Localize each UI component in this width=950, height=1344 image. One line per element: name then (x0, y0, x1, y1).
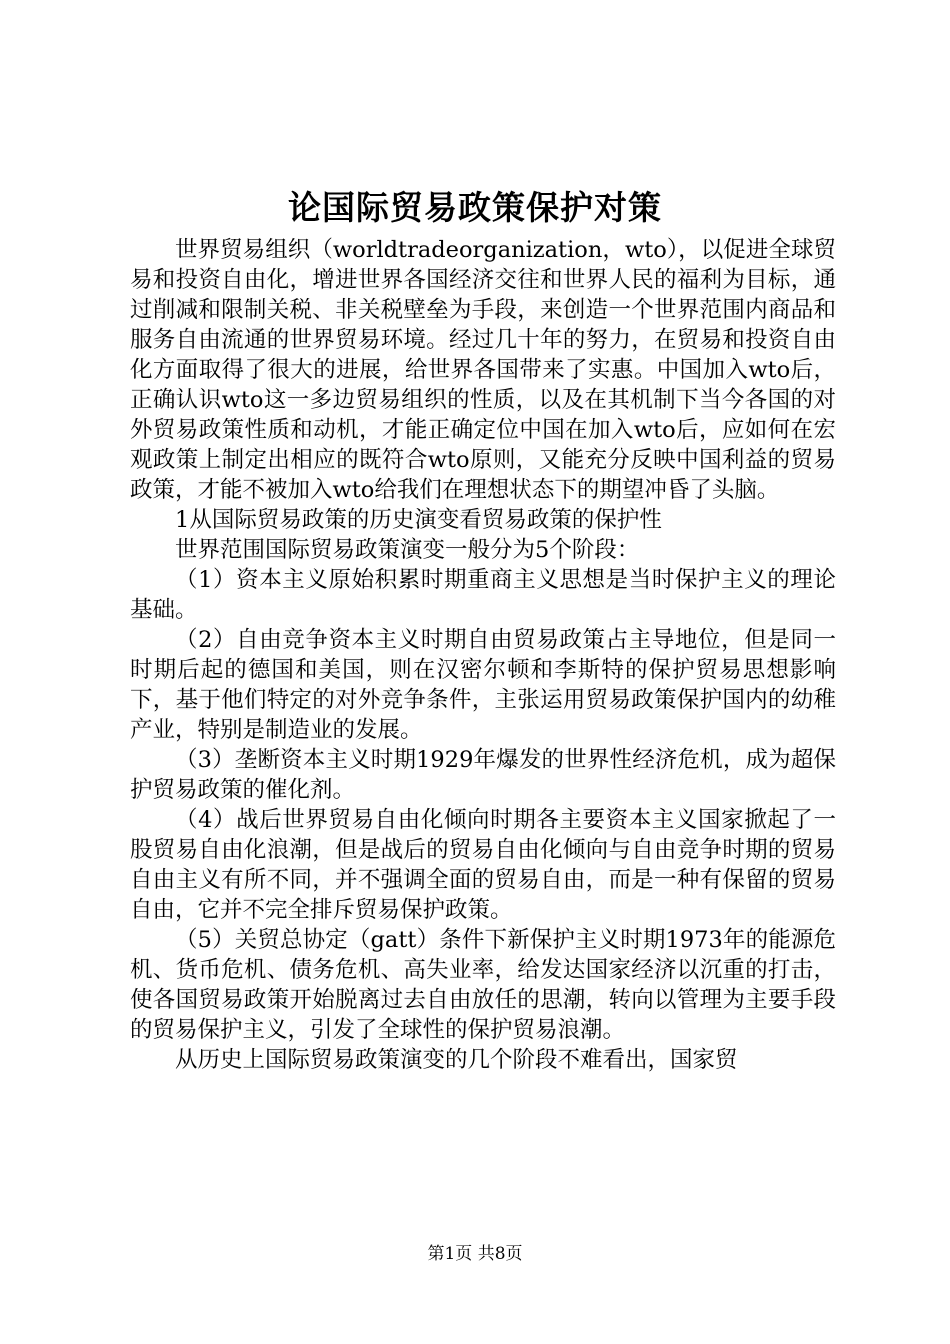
paragraph-intro: 世界贸易组织（worldtradeorganization，wto），以促进全球贸易和投资自由化，增进世界各国经济交往和世界人民的福利为目标，通过削减和限制关税、非关税壁垒为手段，来创造一个世界范围内商品和服务自由流通的世界贸易环境。经过几十年的努力，在贸易和投资自由化方面取得了很大的进展，给世界各国带来了实惠。中国加入wto后，正确认识wto这一多边贸易组织的性质，以及在其机制下当今各国的对外贸易政策性质和动机，才能正确定位中国在加入wto后，应如何在宏观政策上制定出相应的既符合wto原则，又能充分反映中国利益的贸易政策，才能不被加入wto给我们在理想状态下的期望冲昏了头脑。 (130, 237, 836, 503)
document-title: 论国际贸易政策保护对策 (288, 188, 662, 227)
paragraph-section-heading: 1从国际贸易政策的历史演变看贸易政策的保护性 (175, 507, 662, 533)
paragraph-stage-3: （3）垄断资本主义时期1929年爆发的世界性经济危机，成为超保护贸易政策的催化剂。 (130, 747, 836, 803)
paragraph-stage-5: （5）关贸总协定（gatt）条件下新保护主义时期1973年的能源危机、货币危机、债务危机、高失业率，给发达国家经济以沉重的打击，使各国贸易政策开始脱离过去自由放任的思潮，转向以管理为主要手段的贸易保护主义，引发了全球性的保护贸易浪潮。 (130, 927, 836, 1043)
paragraph-stages-intro: 世界范围国际贸易政策演变一般分为5个阶段： (175, 537, 640, 563)
page-footer: 第1页 共8页 (427, 1244, 523, 1264)
paragraph-conclusion: 从历史上国际贸易政策演变的几个阶段不难看出，国家贸 (175, 1047, 738, 1073)
paragraph-stage-1: （1）资本主义原始积累时期重商主义思想是当时保护主义的理论基础。 (130, 567, 836, 623)
paragraph-stage-4: （4）战后世界贸易自由化倾向时期各主要资本主义国家掀起了一股贸易自由化浪潮，但是战后的贸易自由化倾向与自由竞争时期的贸易自由主义有所不同，并不强调全面的贸易自由，而是一种有保留的贸易自由，它并不完全排斥贸易保护政策。 (130, 807, 836, 923)
document-body (130, 235, 836, 1075)
paragraph-stage-2: （2）自由竞争资本主义时期自由贸易政策占主导地位，但是同一时期后起的德国和美国，则在汉密尔顿和李斯特的保护贸易思想影响下，基于他们特定的对外竞争条件，主张运用贸易政策保护国内的幼稚产业，特别是制造业的发展。 (130, 627, 836, 743)
